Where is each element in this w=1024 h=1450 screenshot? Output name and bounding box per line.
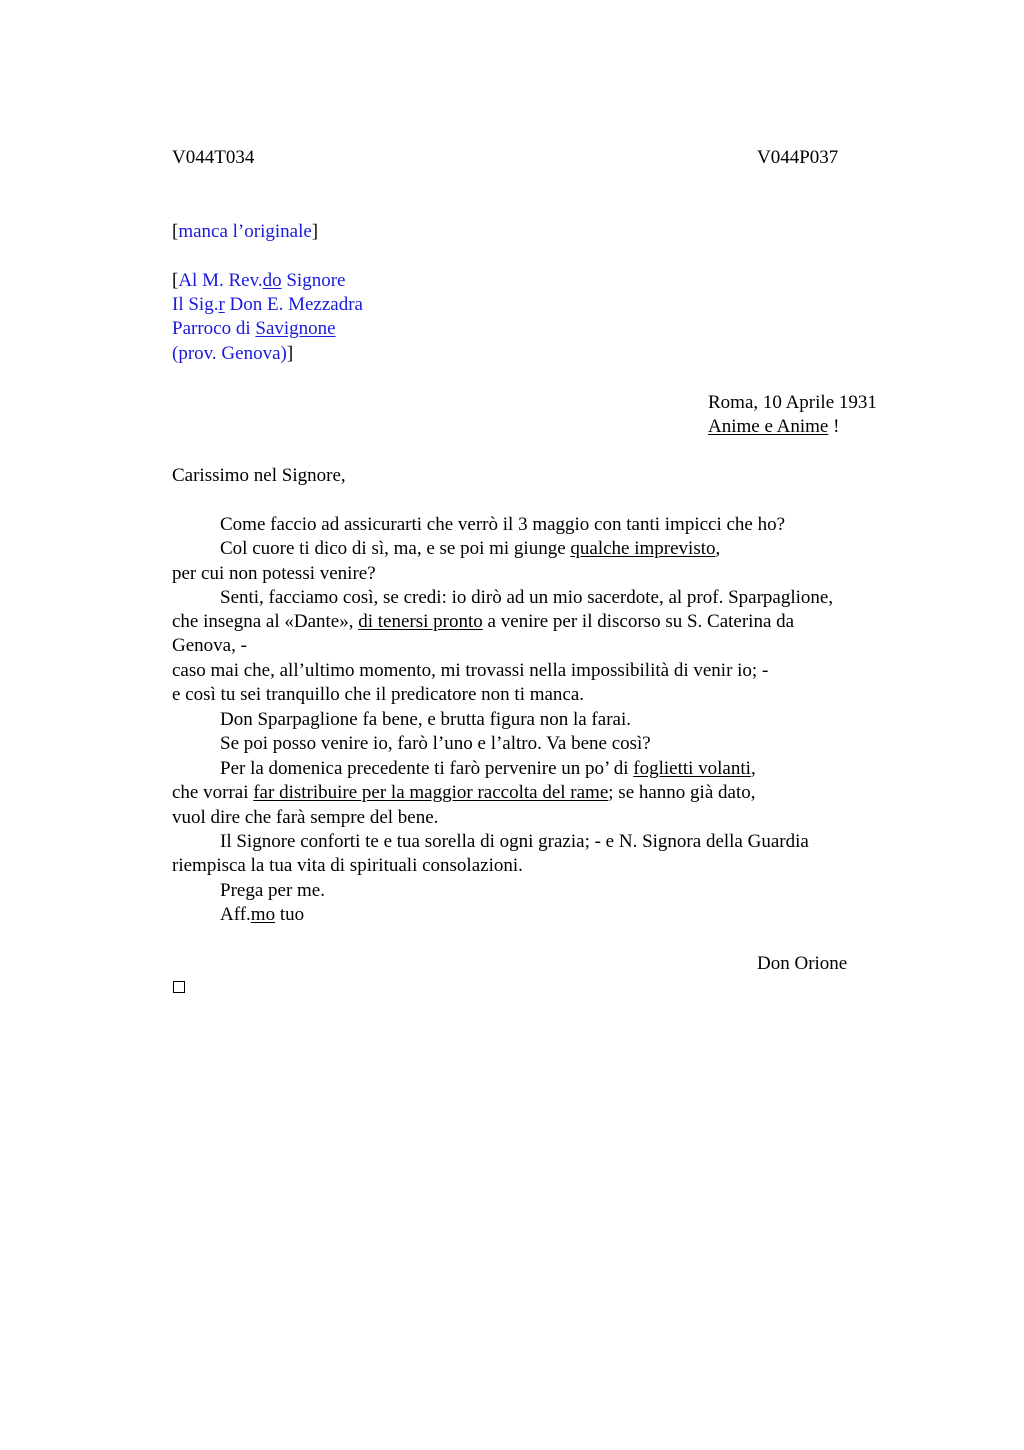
body-line-17-c: tuo: [275, 904, 305, 925]
address-line-1: [Al M. Rev.do Signore: [172, 270, 346, 291]
body-line-12-c: ; se hanno già dato,: [608, 782, 756, 803]
body-line-17-a: Aff.: [220, 904, 251, 925]
address-line-3: [172, 317, 336, 341]
address-line-2-c: Don E. Mezzadra: [224, 294, 363, 315]
body-line-4: Senti, facciamo così, se credi: io dirò ad un mio sacerdote, al prof. Sparpaglione,: [220, 587, 834, 608]
salutation: Carissimo nel Signore,: [172, 465, 346, 486]
address-line-4-text: (prov. Genova): [172, 343, 287, 364]
body-line-11-c: ,: [750, 758, 756, 779]
address-line-2-b: r: [218, 294, 225, 315]
address-line-2: [172, 293, 363, 317]
document-code-left: V044T034: [172, 147, 255, 168]
editorial-note: [manca l’originale]: [172, 221, 319, 242]
body-line-13: vuol dire che farà sempre del bene.: [172, 807, 439, 828]
body-line-2-b: qualche imprevisto: [570, 538, 716, 559]
body-line-11: [220, 757, 756, 781]
body-line-1: Come faccio ad assicurarti che verrò il 3 maggio con tanti impicci che ho?: [220, 514, 786, 535]
body-line-6: Genova, -: [172, 635, 247, 656]
signature: Don Orione: [757, 953, 848, 974]
body-line-15: riempisca la tua vita di spirituali consolazioni.: [172, 855, 523, 876]
body-line-17: [220, 903, 304, 927]
body-line-3: per cui non potessi venire?: [172, 563, 376, 584]
motto: [708, 415, 839, 439]
place-date: Roma, 10 Aprile 1931: [708, 392, 877, 413]
address-line-3-a: Parroco di: [172, 318, 256, 339]
motto-text: Anime e Anime: [708, 416, 829, 437]
body-line-12-a: che vorrai: [172, 782, 254, 803]
body-line-11-b: foglietti volanti: [633, 758, 751, 779]
body-line-2: [220, 537, 720, 561]
address-line-1-c: Signore: [281, 270, 346, 291]
empty-square-icon: [173, 981, 185, 993]
body-line-8: e così tu sei tranquillo che il predicatore non ti manca.: [172, 684, 585, 705]
body-line-12: [172, 781, 755, 805]
body-line-11-a: Per la domenica precedente ti farò pervenire un po’ di: [220, 758, 634, 779]
body-line-5-b: di tenersi pronto: [358, 611, 483, 632]
body-line-12-b: far distribuire per la maggior raccolta del rame: [253, 782, 609, 803]
address-line-3-b: Savignone: [255, 318, 336, 339]
body-line-2-c: ,: [715, 538, 721, 559]
body-line-9: Don Sparpaglione fa bene, e brutta figura non la farai.: [220, 709, 631, 730]
body-line-10: Se poi posso venire io, farò l’uno e l’altro. Va bene così?: [220, 733, 651, 754]
document-code-right: V044P037: [757, 147, 839, 168]
body-line-5-a: che insegna al «Dante»,: [172, 611, 359, 632]
address-line-1-a: Al M. Rev.: [178, 270, 263, 291]
body-line-16: Prega per me.: [220, 880, 325, 901]
body-line-7: caso mai che, all’ultimo momento, mi trovassi nella impossibilità di venir io; -: [172, 660, 769, 681]
editorial-note-text: manca l’originale: [178, 221, 312, 242]
address-line-1-b: do: [262, 270, 282, 291]
body-line-14: Il Signore conforti te e tua sorella di ogni grazia; - e N. Signora della Guardia: [220, 831, 809, 852]
body-line-5-c: a venire per il discorso su S. Caterina da: [482, 611, 795, 632]
address-line-4: (prov. Genova)]: [172, 343, 294, 364]
motto-tail: !: [828, 416, 840, 437]
body-line-2-a: Col cuore ti dico di sì, ma, e se poi mi giunge: [220, 538, 571, 559]
body-line-5: [172, 610, 794, 634]
body-line-17-b: mo: [250, 904, 276, 925]
address-line-2-a: Il Sig.: [172, 294, 219, 315]
